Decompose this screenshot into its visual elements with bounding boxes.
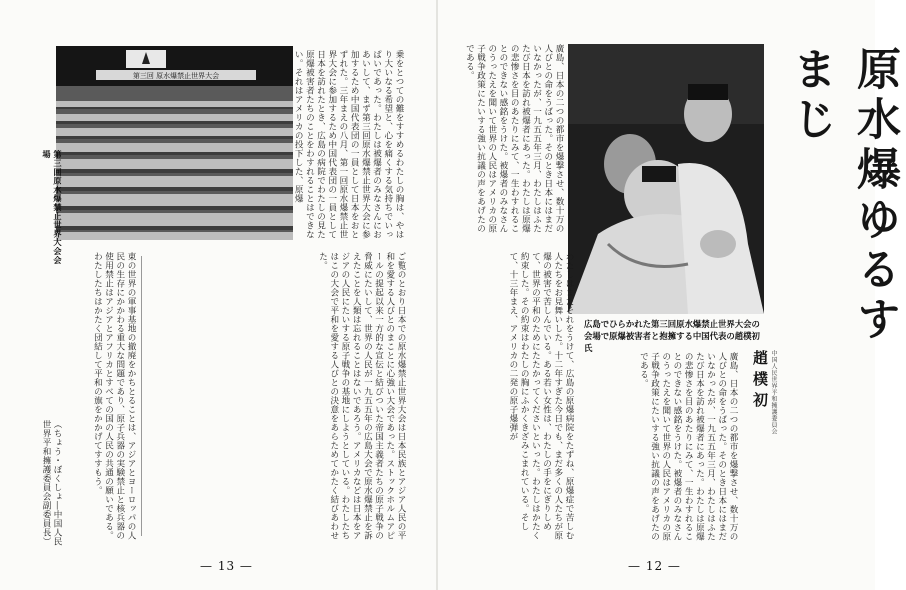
page-number-13: — 13 —	[200, 559, 253, 573]
author-role: 中国人民世界平和擁護委員会	[770, 350, 777, 435]
page-number-12: — 12 —	[628, 559, 681, 573]
left-column-rule	[141, 256, 142, 536]
embrace-photo	[568, 44, 764, 314]
conference-hall-image	[56, 46, 293, 240]
left-signoff: （ちょう・ぼくしょ―中国人民世界平和擁護委員会副委員長）	[41, 420, 62, 546]
embrace-image	[568, 44, 764, 314]
stage-banner: 第三回 原水爆禁止世界大会	[132, 72, 220, 80]
author-name: 趙樸初	[751, 350, 769, 413]
left-lower-text: ご覧のとおり日本での原水爆禁止世界大会は日本民族とアジア人民の平和を愛する人びとのまことに心強い大会であった。ストックホルムアピールの提起以来一方的な宣伝と結びついた帝国主義者たちの原子戦争の脅威にたいして、世界の人民が一九五五年の広島大会で原水爆禁止を訴えたことを人類は忘れることはないであろう。アメリカなどは日本をアジアの人民にたいする原子戦争の基地にしようとしている。わたしたちはこの大会で平和を愛する人びとの決意をあらためてかたく結びあわせた。	[317, 252, 406, 540]
page-13	[0, 0, 437, 590]
right-middle-text	[588, 352, 738, 542]
right-photo-caption	[584, 318, 764, 354]
right-lower-text: わたしはまたそれをうけて、広島の原爆病院をたずね、原爆症で苦しむ人たちをお見舞いした。十二年すぎた今日でも、まだ多くの人たちが原爆の被害で苦しんでいる。ある若い女性は、わたしの手をにぎりしめて、世界の平和のためにたたかってくださいといった。わたしはかたく約束した。その約束はわたしの胸にふかくきざみこまれている。そして、十三年まえ、アメリカの二発の原子爆弾が	[507, 252, 574, 540]
conference-hall-photo	[56, 46, 293, 240]
left-upper-text: 乗をとつての難をすすめるわたしの胸は、やはり大いなる希望と、心を痛くする気持ちでいっぱいであった。わたしは被爆者のみなさんにおあいして、まず第三回原水爆禁止世界大会に参加するため中国代表団の一員として日本をおとずれた。三年まえの八月、第一回原水爆禁止世界大会に参加するため中国代表団の一員として日本を訪れたとき、広島の病院でわたしの見た原爆被害者たちのことをわすれることはできない。それはアメリカの投下した、原爆	[293, 50, 404, 239]
left-photo-caption: 第三回原水爆禁止世界大会会場	[42, 150, 63, 265]
photo-caption-line-2: 会場で原爆被害者と抱擁する中国代表の趙樸初氏	[584, 331, 760, 353]
page-12	[438, 0, 900, 590]
right-upper-text: 廣島、日本の二つの都市を爆撃させ、数十万の人びとの命をうばった。そのとき日本にはまだいなかったが、一九五五年三月、わたしはふたたび日本を訪れ被爆者にあった。わたしは原爆の悲惨さを目のあたりにみて、一生わすれることのできない感銘をうけた。被爆者のみなさんのうったえを聞いて世界の人民はアメリカの原子戦争政策にたいする強い抗議の声をあげたのである。	[464, 44, 564, 233]
article-title: 原水爆ゆるすまじ	[785, 46, 900, 346]
left-closing-text: 東の世界の軍事基地の撤廃をかちとることは、アジアとヨーロッパの人民の生存にかかわる重大な問題であり、原子兵器の実験禁止と核兵器の使用禁止はアジアとアフリカとすべての国の人民の共通の願いである。わたしたちはかたく団結して平和の旗をかかげてすすもう。	[92, 252, 136, 540]
right-middle-text-content: 廣島、日本の二つの都市を爆撃させ、数十万の人びとの命をうばった。そのとき日本にはまだいなかったが、一九五五年三月、わたしはふたたび日本を訪れ被爆者にあった。わたしは原爆の悲惨さを目のあたりにみて、一生わすれることのできない感銘をうけた。被爆者のみなさんのうったえを聞いて世界の人民はアメリカの原子戦争政策にたいする強い抗議の声をあげたのである。	[638, 352, 738, 541]
photo-caption-line-1: 広島でひらかれた第三回原水爆禁止世界大会の	[584, 319, 760, 329]
